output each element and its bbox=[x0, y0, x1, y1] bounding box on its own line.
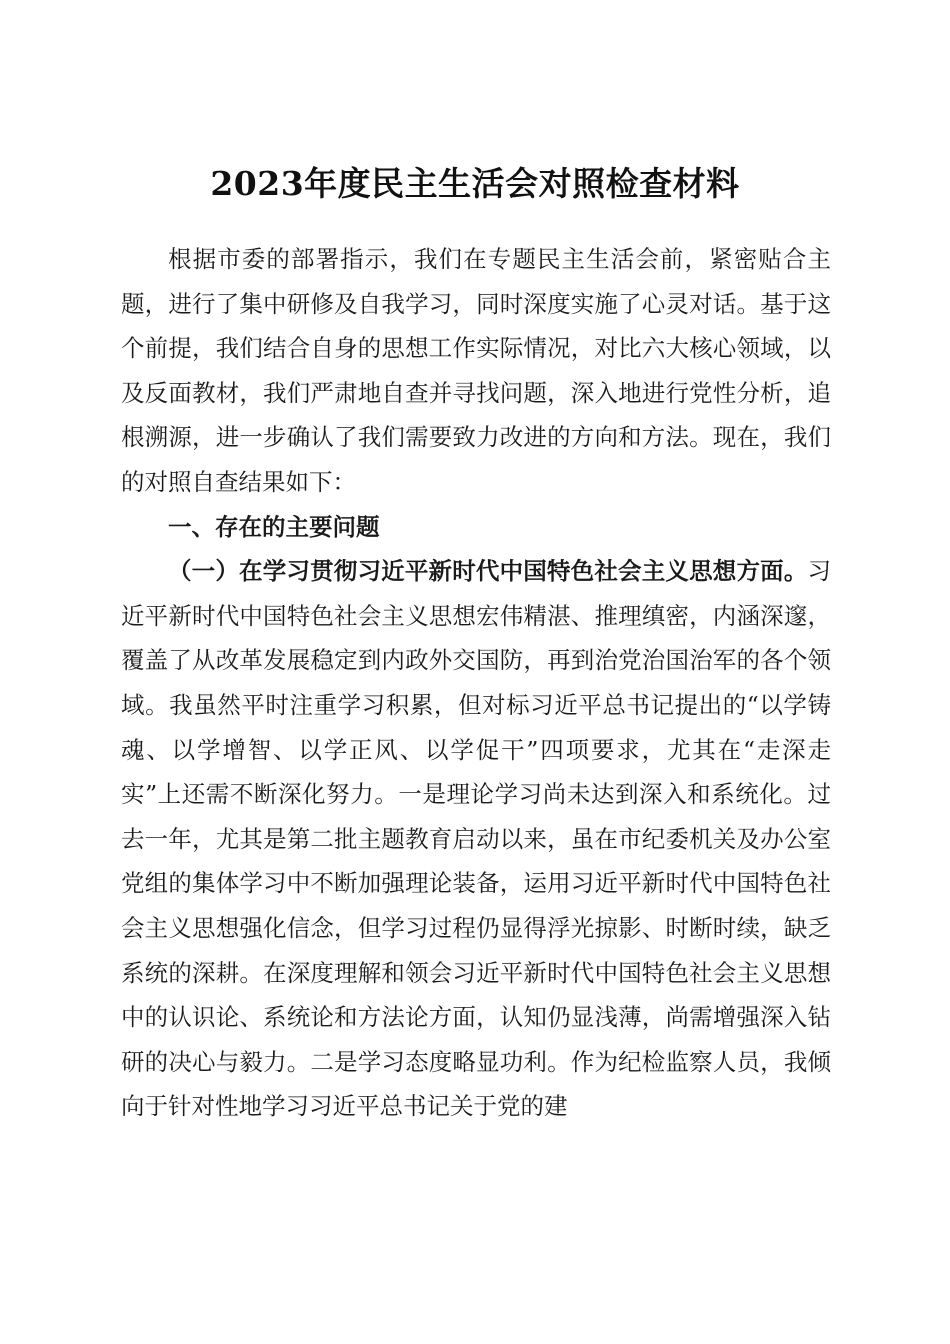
document-body bbox=[121, 237, 831, 1129]
subsection-lead: （一）在学习贯彻习近平新时代中国特色社会主义思想方面。 bbox=[168, 557, 808, 586]
section-heading: 一、存在的主要问题 bbox=[168, 512, 380, 541]
subsection-body: 习近平新时代中国特色社会主义思想宏伟精湛、推理缜密，内涵深邃，覆盖了从改革发展稳定到内政外交国防，再到治党治国治军的各个领域。我虽然平时注重学习积累，但对标习近平总书记提出的“以学铸魂、以学增智、以学正风、以学促干”四项要求，尤其在“走深走实”上还需不断深化努力。一是理论学习尚未达到深入和系统化。过去一年，尤其是第二批主题教育启动以来，虽在市纪委机关及办公室党组的集体学习中不断加强理论装备，运用习近平新时代中国特色社会主义思想强化信念，但学习过程仍显得浮光掠影、时断时续，缺乏系统的深耕。在深度理解和领会习近平新时代中国特色社会主义思想中的认识论、系统论和方法论方面，认知仍显浅薄，尚需增强深入钻研的决心与毅力。二是学习态度略显功利。作为纪检监察人员，我倾向于针对性地学习习近平总书记关于党的建 bbox=[121, 557, 831, 1121]
subsection-paragraph bbox=[121, 549, 831, 1129]
intro-paragraph: 根据市委的部署指示，我们在专题民主生活会前，紧密贴合主题，进行了集中研修及自我学习，同时深度实施了心灵对话。基于这个前提，我们结合自身的思想工作实际情况，对比六大核心领域，以及反面教材，我们严肃地自查并寻找问题，深入地进行党性分析，追根溯源，进一步确认了我们需要致力改进的方向和方法。现在，我们的对照自查结果如下： bbox=[121, 245, 831, 496]
document-title: 2023年度民主生活会对照检查材料 bbox=[210, 164, 740, 204]
